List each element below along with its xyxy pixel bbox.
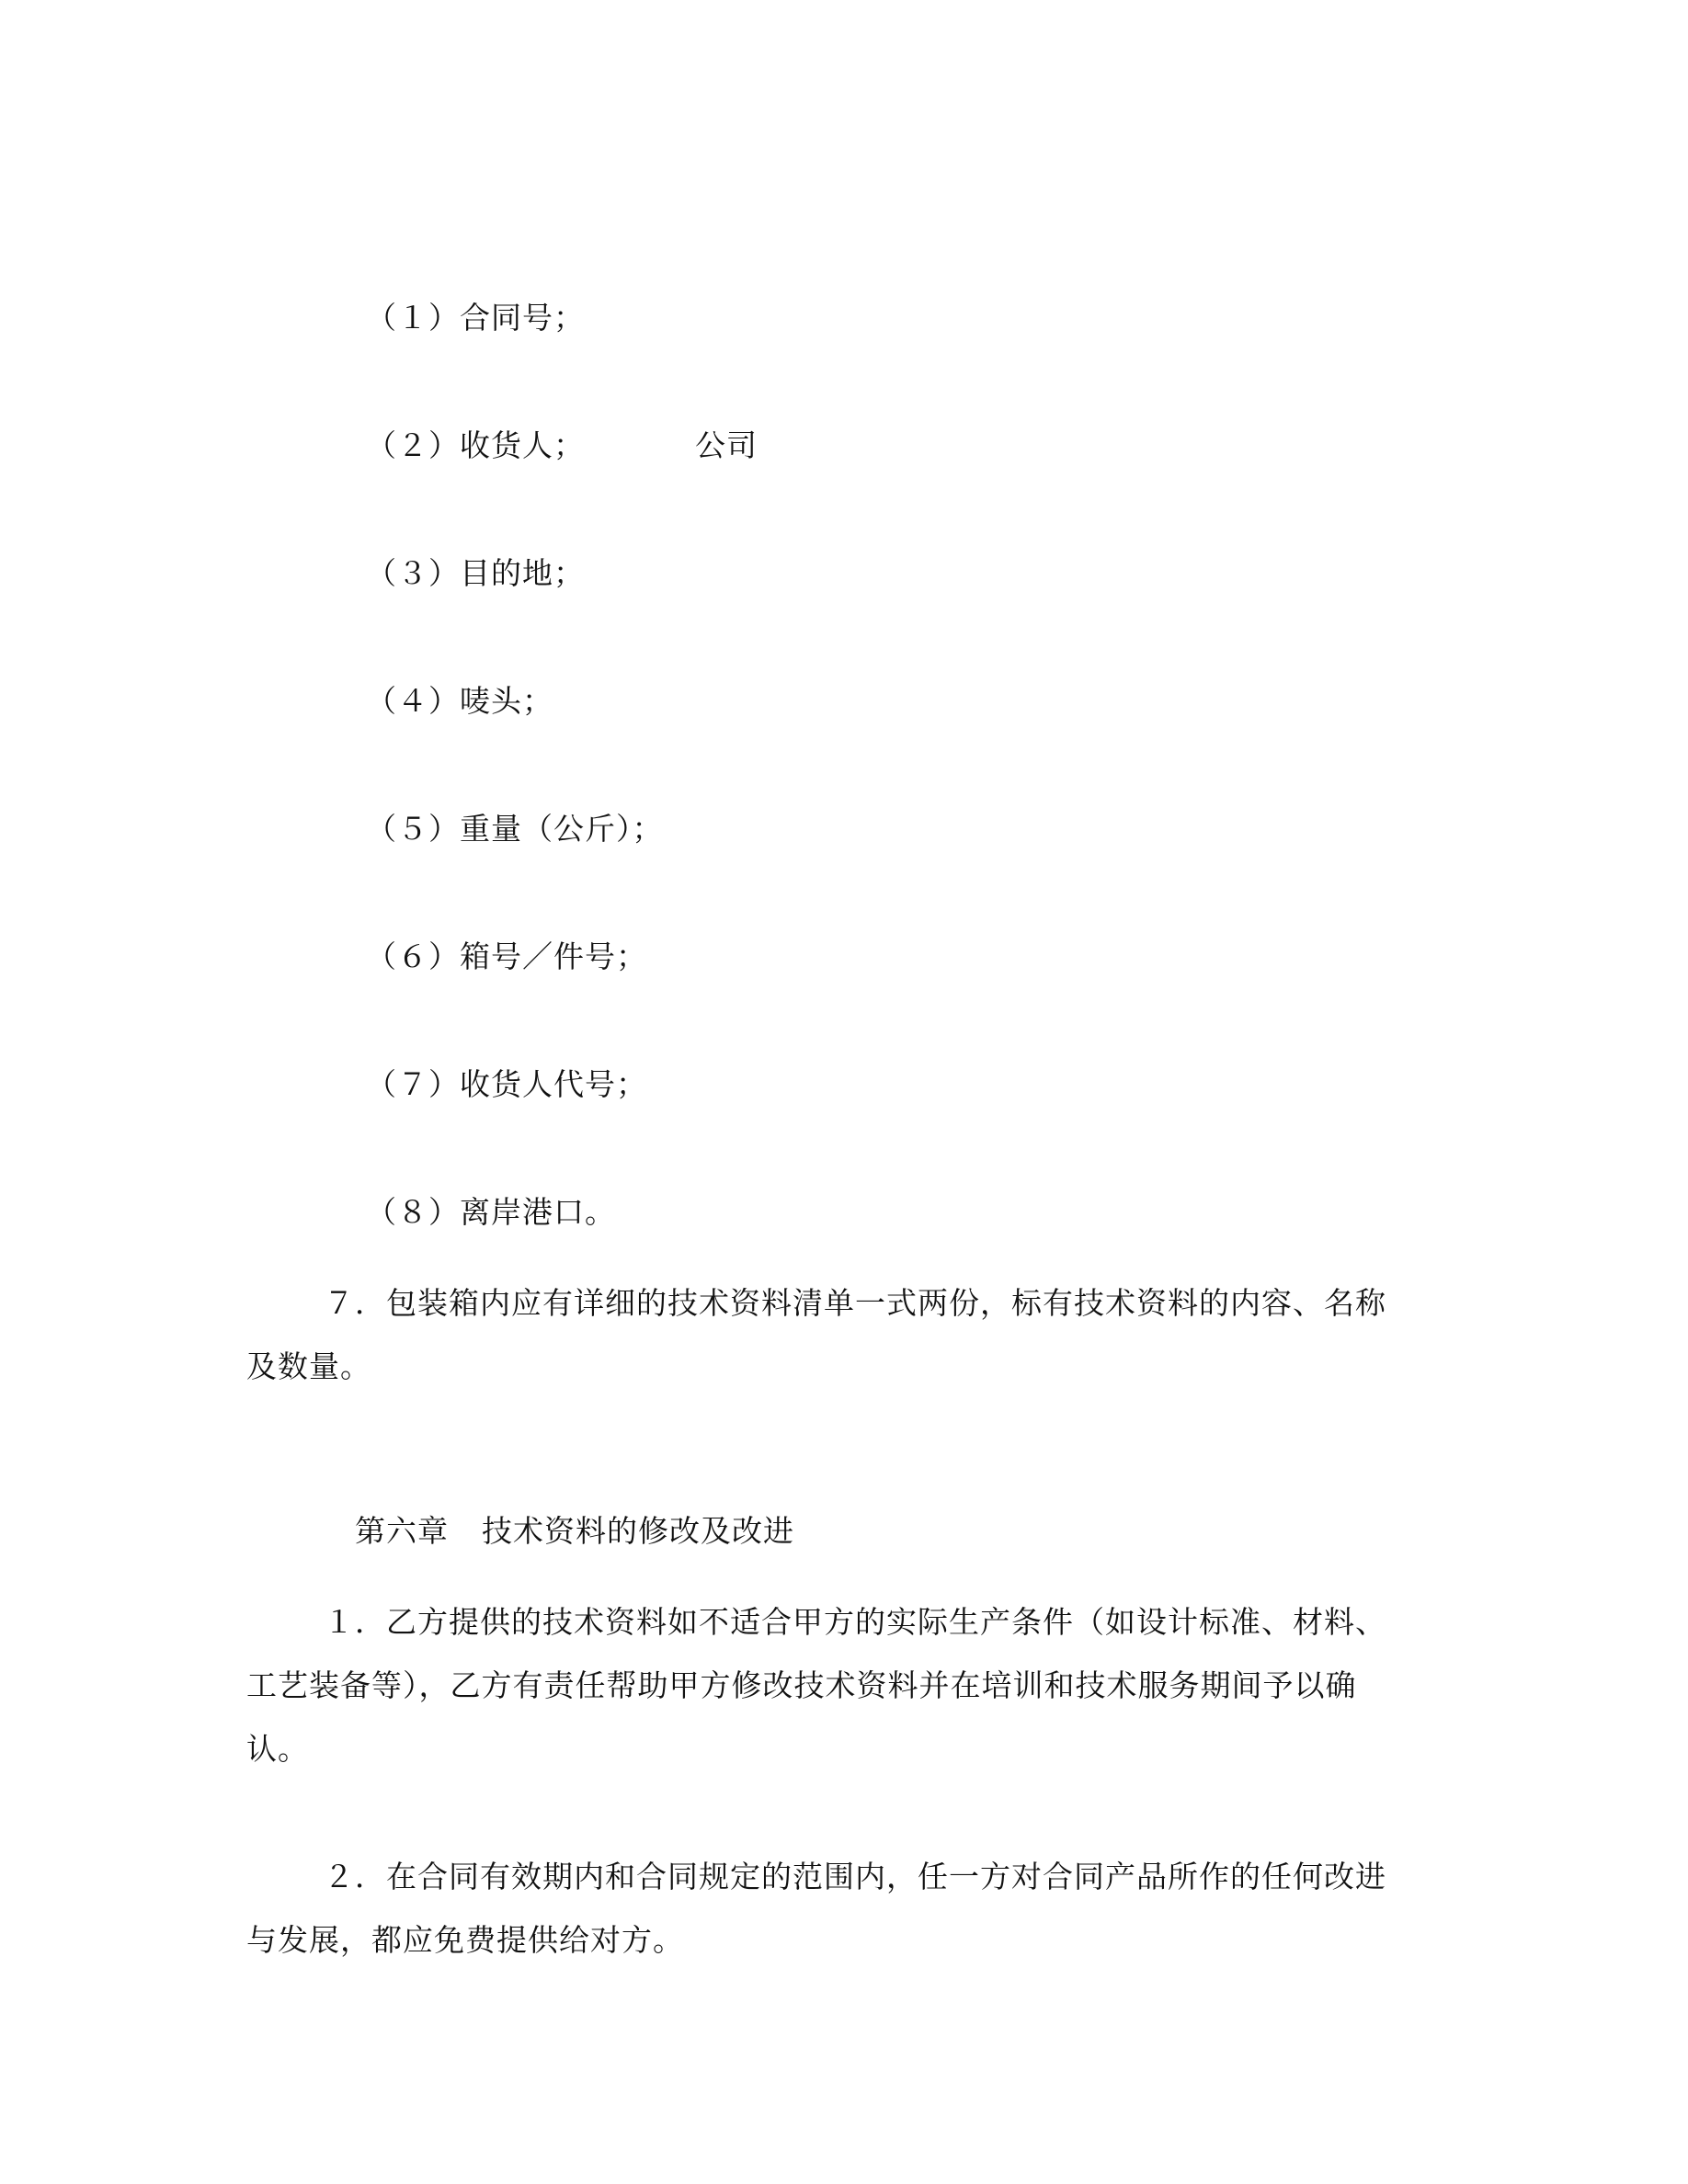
- list-marker: （４）: [365, 683, 460, 719]
- clause-1-line-2: 工艺装备等），乙方有责任帮助甲方修改技术资料并在培训和技术服务期间予以确: [246, 1667, 1357, 1703]
- paragraph-7-line-1: ７．包装箱内应有详细的技术资料清单一式两份，标有技术资料的内容、名称: [324, 1285, 1386, 1321]
- list-item-6: [324, 902, 647, 1012]
- clause-2-line-1: ２．在合同有效期内和合同规定的范围内，任一方对合同产品所作的任何改进: [324, 1859, 1386, 1894]
- list-suffix: 公司: [694, 427, 758, 463]
- list-text: 重量（公斤）；: [459, 811, 664, 847]
- list-text: 收货人代号；: [459, 1066, 647, 1102]
- paragraph-7-line-2: 及数量。: [246, 1348, 371, 1384]
- list-text: 唛头；: [459, 683, 553, 719]
- list-item-8: [324, 1157, 616, 1268]
- list-marker: （５）: [365, 811, 460, 847]
- chapter-title: 技术资料的修改及改进: [481, 1513, 794, 1549]
- list-marker: （８）: [365, 1194, 460, 1230]
- chapter-heading: [313, 1476, 794, 1587]
- clause-1-line-3: 认。: [246, 1731, 309, 1767]
- list-marker: （１）: [365, 300, 460, 336]
- list-text: 离岸港口。: [459, 1194, 616, 1230]
- list-item-2: [324, 391, 758, 501]
- clause-2-line-2: 与发展，都应免费提供给对方。: [246, 1922, 684, 1958]
- list-item-1: [324, 263, 585, 373]
- list-item-7: [324, 1029, 647, 1140]
- list-marker: （６）: [365, 938, 460, 974]
- list-item-4: [324, 646, 553, 756]
- list-text: 箱号／件号；: [459, 938, 647, 974]
- list-text: 目的地；: [459, 555, 585, 591]
- clause-1-line-1: １．乙方提供的技术资料如不适合甲方的实际生产条件（如设计标准、材料、: [324, 1604, 1386, 1640]
- list-item-3: [324, 518, 585, 629]
- list-text: 合同号；: [459, 300, 585, 336]
- list-marker: （７）: [365, 1066, 460, 1102]
- chapter-number: 第六章: [354, 1513, 449, 1549]
- list-marker: （２）: [365, 427, 460, 463]
- list-text: 收货人；: [459, 427, 585, 463]
- list-item-5: [324, 774, 663, 884]
- list-marker: （３）: [365, 555, 460, 591]
